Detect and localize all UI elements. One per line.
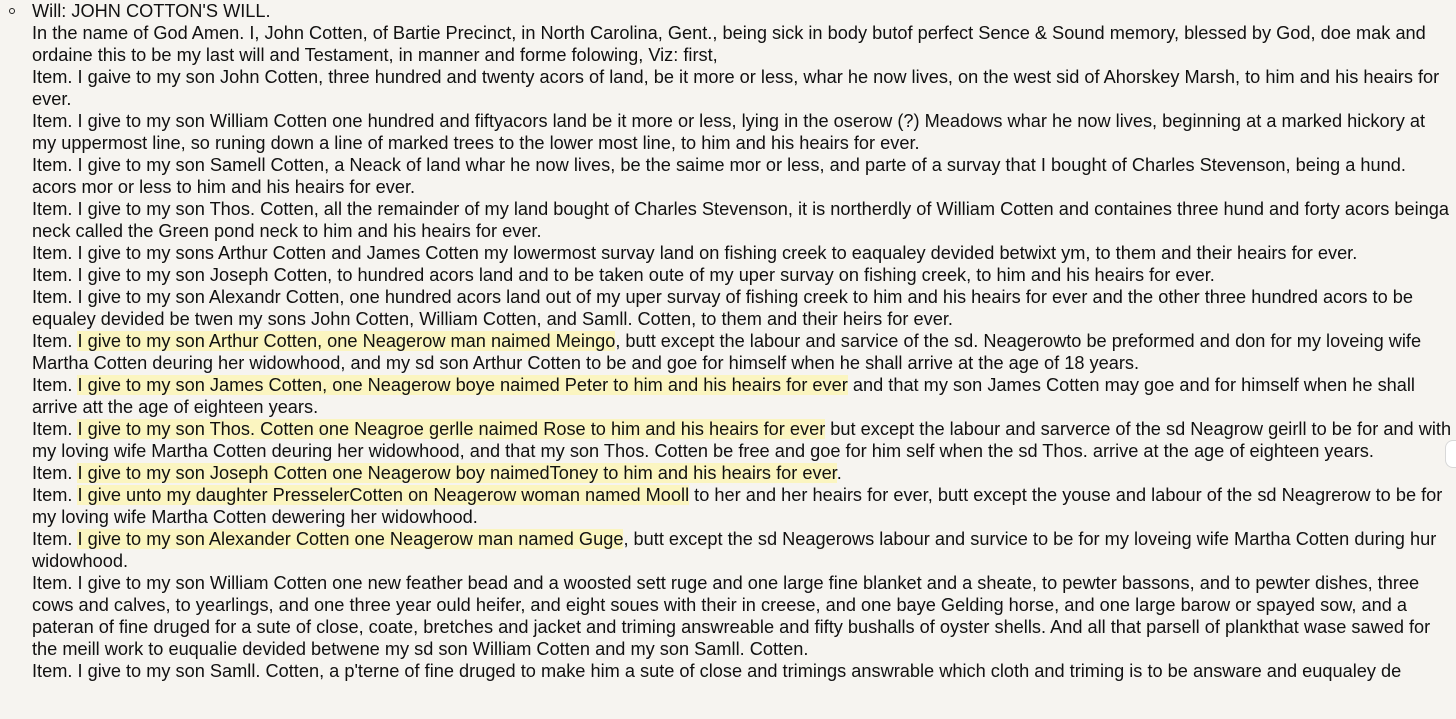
highlighted-text: I give to my son Joseph Cotten one Neagerow boy naimedToney to him and his heairs for ever [77, 463, 837, 483]
will-paragraph [32, 528, 1452, 572]
highlighted-text: I give unto my daughter PresselerCotten on Neagerow woman named Mooll [77, 485, 690, 505]
paragraph-text: Item. I give to my son Alexandr Cotten, one hundred acors land out of my uper survay of fishing creek to him and his heairs for ever and the other three hundred acors to be equaley devided be twen my sons John Cotten, William Cotten, and Samll. Cotten, to them and their heirs for ever. [32, 287, 1413, 329]
will-paragraph [32, 330, 1452, 374]
paragraph-text-tail: but except the labour and sarverce of the sd Neagrow geirll to be for and with my loving wife Martha Cotten deuring her widowhood, and that my son Thos. Cotten be free and goe for him self when the sd Thos. arrive at the age of eighteen years. [32, 419, 1452, 461]
will-paragraph [32, 374, 1452, 418]
paragraph-text: Item. I give to my sons Arthur Cotten and James Cotten my lowermost survay land on fishing creek to eaqualey devided betwixt ym, to them and their heairs for ever. [32, 243, 1358, 263]
paragraph-text-tail: , butt except the labour and sarvice of the sd. Neagerowto be preformed and don for my loveing wife Martha Cotten deuring her widowhood, and my sd son Arthur Cotten to be and goe for himself when he shall arrive at the age of 18 years. [32, 331, 1422, 373]
will-paragraph [32, 418, 1452, 462]
will-paragraph [32, 154, 1452, 198]
will-paragraph [32, 242, 1452, 264]
paragraph-text: Item. I give to my son William Cotten one new feather bead and a woosted sett ruge and one large fine blanket and a sheate, to pewter bassons, and to pewter dishes, three cows and calves, to yearlings, and one three year ould heifer, and eight soues with their in creese, and one baye Gelding horse, and one large barow or spayed sow, and a pateran of fine druged for a sute of close, coate, bretches and jacket and triming answreable and fifty bushalls of oyster shells. And all that parsell of plankthat wase sawed for the meill work to euqualie devided betwene my sd son William Cotten and my son Samll. Cotten. [32, 573, 1431, 659]
paragraph-text: Item. [32, 419, 78, 439]
paragraph-text-tail: and that my son James Cotten may goe and for himself when he shall arrive att the age of eighteen years. [32, 375, 1415, 417]
will-paragraph [32, 110, 1452, 154]
will-body [32, 22, 1452, 682]
paragraph-text: Item. I give to my son William Cotten one hundred and fiftyacors land be it more or less, lying in the oserow (?) Meadows whar he now lives, beginning at a marked hickory at my uppermost line, so runing down a line of marked trees to the lower most line, to him and his heairs for ever. [32, 111, 1426, 153]
paragraph-text: Item. [32, 529, 78, 549]
will-heading: Will: JOHN COTTON'S WILL. [32, 1, 271, 21]
paragraph-text: Item. I give to my son Thos. Cotten, all the remainder of my land bought of Charles Stevenson, it is northerdly of William Cotten and containes three hund and forty acors beinga neck called the Green pond neck to him and his heairs for ever. [32, 199, 1450, 241]
will-paragraph [32, 264, 1452, 286]
highlighted-text: I give to my son Thos. Cotten one Neagroe gerlle naimed Rose to him and his heairs for ever [77, 419, 826, 439]
will-paragraph [32, 462, 1452, 484]
will-paragraph [32, 484, 1452, 528]
paragraph-text: Item. [32, 463, 78, 483]
will-paragraph [32, 66, 1452, 110]
will-paragraph [32, 22, 1452, 66]
paragraph-text: Item. I give to my son Samell Cotten, a Neack of land whar he now lives, be the saime mor or less, and parte of a survay that I bought of Charles Stevenson, being a hund. acors mor or less to him and his heairs for ever. [32, 155, 1406, 197]
will-paragraph [32, 286, 1452, 330]
highlighted-text: I give to my son James Cotten, one Neagerow boye naimed Peter to him and his heairs for ever [77, 375, 848, 395]
highlighted-text: I give to my son Alexander Cotten one Neagerow man named Guge [77, 529, 624, 549]
paragraph-text: In the name of God Amen. I, John Cotten, of Bartie Precinct, in North Carolina, Gent., being sick in body butof perfect Sence & Sound memory, blessed by God, doe mak and ordaine this to be my last will and Testament, in manner and forme folowing, Viz: first, [32, 23, 1426, 65]
paragraph-text: Item. I give to my son Samll. Cotten, a p'terne of fine druged to make him a sute of close and trimings answrable which cloth and triming is to be answare and euqualey de [32, 661, 1402, 681]
paragraph-text: Item. [32, 485, 78, 505]
paragraph-text: Item. I gaive to my son John Cotten, three hundred and twenty acors of land, be it more or less, whar he now lives, on the west sid of Ahorskey Marsh, to him and his heairs for ever. [32, 67, 1440, 109]
paragraph-text-tail: . [836, 463, 842, 483]
will-paragraph [32, 660, 1452, 682]
will-paragraph [32, 572, 1452, 660]
paragraph-text: Item. I give to my son Joseph Cotten, to hundred acors land and to be taken oute of my uper survay on fishing creek, to him and his heairs for ever. [32, 265, 1215, 285]
paragraph-text: Item. [32, 331, 78, 351]
paragraph-text: Item. [32, 375, 78, 395]
hollow-bullet-icon [9, 8, 15, 14]
paragraph-text-tail: to her and her heairs for ever, butt except the youse and labour of the sd Neagrerow to be for my loving wife Martha Cotten dewering her widowhood. [32, 485, 1443, 527]
highlighted-text: I give to my son Arthur Cotten, one Neagerow man naimed Meingo [77, 331, 616, 351]
will-paragraph [32, 198, 1452, 242]
scroll-handle[interactable] [1445, 440, 1456, 468]
paragraph-text-tail: , butt except the sd Neagerows labour and survice to be for my loveing wife Martha Cotten during hur widowhood. [32, 529, 1437, 571]
